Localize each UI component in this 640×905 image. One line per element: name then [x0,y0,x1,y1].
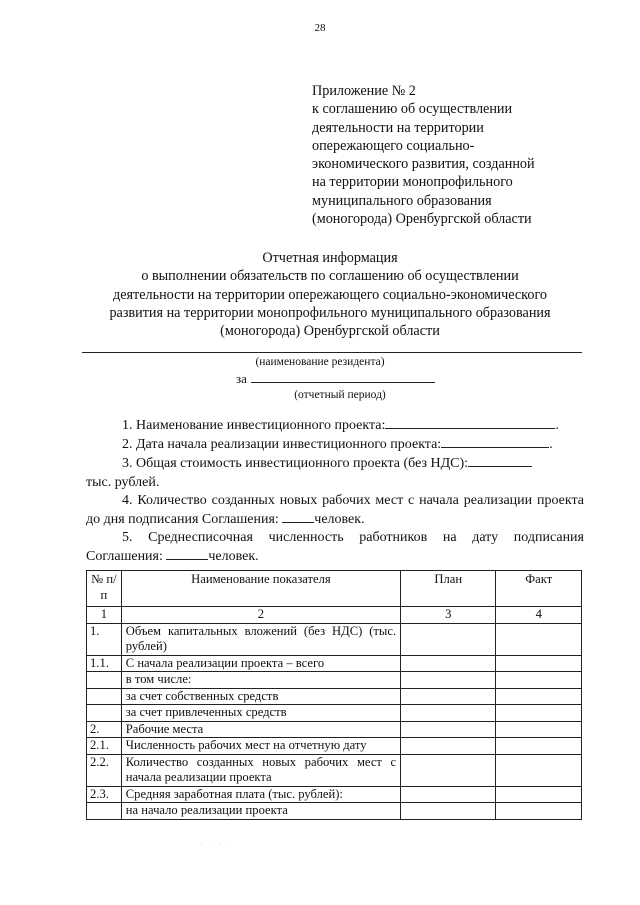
fact-cell[interactable] [496,672,582,689]
fact-cell[interactable] [496,705,582,722]
appendix-line: экономического развития, созданной [312,156,535,173]
employees-count-field[interactable] [166,547,208,560]
indicator-name: Численность рабочих мест на отчетную дату [121,738,400,755]
plan-cell[interactable] [401,786,496,803]
fact-cell[interactable] [496,655,582,672]
period-prefix: за [236,371,247,386]
item-4-end: человек. [314,512,365,528]
item-4-label: 4. Количество созданных новых рабочих мест с начала реализации проекта до дня подписания Соглашения: [86,492,584,528]
indicator-name: С начала реализации проекта – всего [121,655,400,672]
plan-cell[interactable] [401,672,496,689]
fact-cell[interactable] [496,738,582,755]
indicator-name: Рабочие места [121,721,400,738]
header-plan: План [401,571,496,607]
appendix-line: Приложение № 2 [312,83,416,99]
fact-cell[interactable] [496,786,582,803]
item-5-label: 5. Среднесписочная численность работников на дату подписания Соглашения: [86,530,584,565]
item-3-end: тыс. рублей. [86,474,160,490]
plan-cell[interactable] [401,738,496,755]
table-header-row [87,571,582,607]
item-5-end: человек. [208,549,259,565]
period-row [236,370,435,387]
row-number: 2.2. [87,754,122,786]
table-row [87,738,582,755]
project-name-field[interactable] [385,416,555,429]
table-row [87,688,582,705]
row-number [87,705,122,722]
table-row [87,721,582,738]
row-number [87,803,122,820]
fact-cell[interactable] [496,803,582,820]
row-number [87,672,122,689]
indicator-name: на начало реализации проекта [121,803,400,820]
fact-cell[interactable] [496,623,582,655]
indicators-table [86,570,582,820]
appendix-line: опережающего социально- [312,137,475,154]
appendix-line: деятельности на территории [312,119,484,136]
header-indicator: Наименование показателя [121,571,400,607]
fact-cell[interactable] [496,688,582,705]
item-1-label: 1. Наименование инвестиционного проекта: [122,418,386,433]
item-3-label: 3. Общая стоимость инвестиционного проекта (без НДС): [122,456,469,472]
table-row [87,705,582,722]
plan-cell[interactable] [401,688,496,705]
plan-cell[interactable] [401,655,496,672]
period-caption: (отчетный период) [294,389,386,401]
plan-cell[interactable] [401,754,496,786]
col-number: 2 [121,607,400,624]
indicator-name: Объем капитальных вложений (без НДС) (тыс. рублей) [121,623,400,655]
appendix-line: на территории монопрофильного [312,174,513,191]
total-cost-field[interactable] [468,454,532,467]
plan-cell[interactable] [401,623,496,655]
plan-cell[interactable] [401,803,496,820]
period-field[interactable] [251,370,435,383]
item-1: 1. Наименование инвестиционного проекта: . [122,418,559,433]
start-date-field[interactable] [441,435,549,448]
title-line: (моногорода) Оренбургской области [220,323,440,340]
item-2-label: 2. Дата начала реализации инвестиционного проекта: [122,437,442,453]
indicator-name: Средняя заработная плата (тыс. рублей): [121,786,400,803]
item-3 [86,454,584,473]
row-number: 1.1. [87,655,122,672]
indicator-name: за счет собственных средств [121,688,400,705]
item-5 [86,529,584,566]
table-row [87,655,582,672]
appendix-line: к соглашению об осуществлении [312,101,513,118]
col-number: 3 [401,607,496,624]
plan-cell[interactable] [401,721,496,738]
title-line: развития на территории монопрофильного муниципального образования [109,304,551,321]
indicator-name: за счет привлеченных средств [121,705,400,722]
item-2: 2. Дата начала реализации инвестиционного проекта: . [122,437,553,453]
appendix-line: (моногорода) Оренбургской области [312,211,532,228]
row-number: 1. [87,623,122,655]
indicator-name: в том числе: [121,672,400,689]
row-number: 2.3. [87,786,122,803]
col-number: 4 [496,607,582,624]
appendix-block [312,82,582,228]
resident-caption: (наименование резидента) [255,356,385,368]
table-row [87,803,582,820]
row-number [87,688,122,705]
table-row [87,754,582,786]
report-items [86,416,584,567]
col-number: 1 [87,607,122,624]
page-number: 28 [314,22,326,34]
document-title [60,249,600,340]
plan-cell[interactable] [401,705,496,722]
header-fact: Факт [496,571,582,607]
new-jobs-field[interactable] [282,510,314,523]
title-line: Отчетная информация [262,250,398,266]
indicator-name: Количество созданных новых рабочих мест с начала реализации проекта [121,754,400,786]
table-row [87,623,582,655]
item-4 [86,492,584,529]
header-num: № п/п [87,571,122,607]
appendix-line: муниципального образования [312,192,492,209]
scan-artifact: · · · · [200,842,234,848]
column-number-row [87,607,582,624]
fact-cell[interactable] [496,754,582,786]
row-number: 2. [87,721,122,738]
fact-cell[interactable] [496,721,582,738]
resident-name-field[interactable] [82,352,582,353]
title-line: деятельности на территории опережающего социально-экономического [112,286,548,303]
row-number: 2.1. [87,738,122,755]
table-row [87,672,582,689]
title-line: о выполнении обязательств по соглашению об осуществлении [141,268,519,285]
table-row [87,786,582,803]
